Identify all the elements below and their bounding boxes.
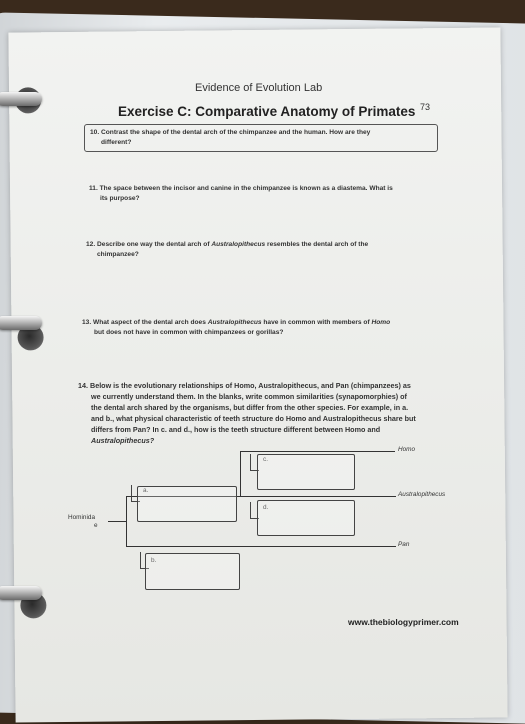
question-10-number: 10. [90, 129, 100, 136]
page-title: Exercise C: Comparative Anatomy of Primates [118, 104, 416, 119]
question-14-line-1: Below is the evolutionary relationships of Homo, Australopithecus, and Pan (chimpanzees) as [90, 381, 411, 390]
clade-label-hominidae-suffix: e [94, 522, 98, 529]
question-12-line-1b: Australopithecus [211, 241, 266, 248]
question-14-line-5: differs from Pan? In c. and d., how is the teeth structure different between Homo and [91, 425, 381, 434]
question-11-line-1: The space between the incisor and canine in the chimpanzee is known as a diastema. What is [99, 185, 393, 192]
question-10-line-1: Contrast the shape of the dental arch of the chimpanzee and the human. How are they [101, 129, 371, 136]
blank-a-label: a. [143, 487, 149, 494]
tree-root [108, 521, 126, 522]
question-13-number: 13. [82, 319, 92, 326]
question-10 [90, 128, 370, 147]
question-13-line-1d: Homo [371, 319, 391, 326]
question-14-line-4: and b., what physical characteristic of teeth structure do Homo and Australopithecus share but [91, 414, 416, 423]
blank-d-label: d. [263, 504, 269, 511]
question-14-number: 14. [78, 381, 88, 390]
question-11-line-2: its purpose? [100, 194, 140, 202]
question-13-line-1a: What aspect of the dental arch does [93, 319, 208, 326]
question-12-line-2: chimpanzee? [97, 250, 139, 258]
question-11-number: 11. [89, 185, 98, 192]
question-14 [78, 380, 416, 446]
taxon-label-australopithecus: Australopithecus [398, 491, 446, 498]
page-number: 73 [420, 102, 431, 112]
question-14-line-3: the dental arch shared by the organisms, but differ from the other species. For example, in a. [91, 403, 409, 412]
question-14-line-6: Australopithecus? [91, 436, 155, 445]
answer-blank-b[interactable] [145, 553, 240, 590]
tree-branch-pan [126, 546, 396, 547]
question-11 [89, 184, 393, 203]
question-13-line-1b: Australopithecus [207, 319, 262, 326]
question-12-number: 12. [86, 241, 96, 248]
tree-trunk [126, 496, 127, 546]
blank-c-label: c. [263, 456, 268, 463]
question-10-line-2: different? [101, 138, 132, 146]
answer-blank-d[interactable] [257, 500, 355, 536]
question-14-line-2: we currently understand them. In the blanks, write common similarities (synapomorphies) of [91, 392, 407, 401]
binder-ring-middle [0, 316, 42, 330]
tree-branch-homo [240, 451, 395, 452]
binder-ring-bottom [0, 586, 42, 600]
taxon-label-homo: Homo [398, 446, 416, 453]
question-12-line-1a: Describe one way the dental arch of [97, 241, 212, 248]
answer-blank-c[interactable] [257, 454, 355, 490]
question-12 [86, 240, 368, 259]
tree-branch-homo-vertical [240, 451, 241, 496]
footer-url: www.thebiologyprimer.com [348, 617, 459, 627]
clade-label-hominidae: Hominida [68, 514, 95, 521]
question-12-line-1c: resembles the dental arch of the [265, 241, 369, 248]
taxon-label-pan: Pan [398, 541, 410, 548]
blank-b-label: b. [151, 557, 157, 564]
binder-ring-top [0, 92, 42, 106]
answer-blank-a[interactable] [137, 486, 237, 522]
question-13 [82, 318, 390, 337]
question-13-line-1c: have in common with members of [261, 319, 372, 326]
page-header: Evidence of Evolution Lab [195, 82, 323, 94]
question-13-line-2: but does not have in common with chimpanzees or gorillas? [94, 328, 284, 336]
